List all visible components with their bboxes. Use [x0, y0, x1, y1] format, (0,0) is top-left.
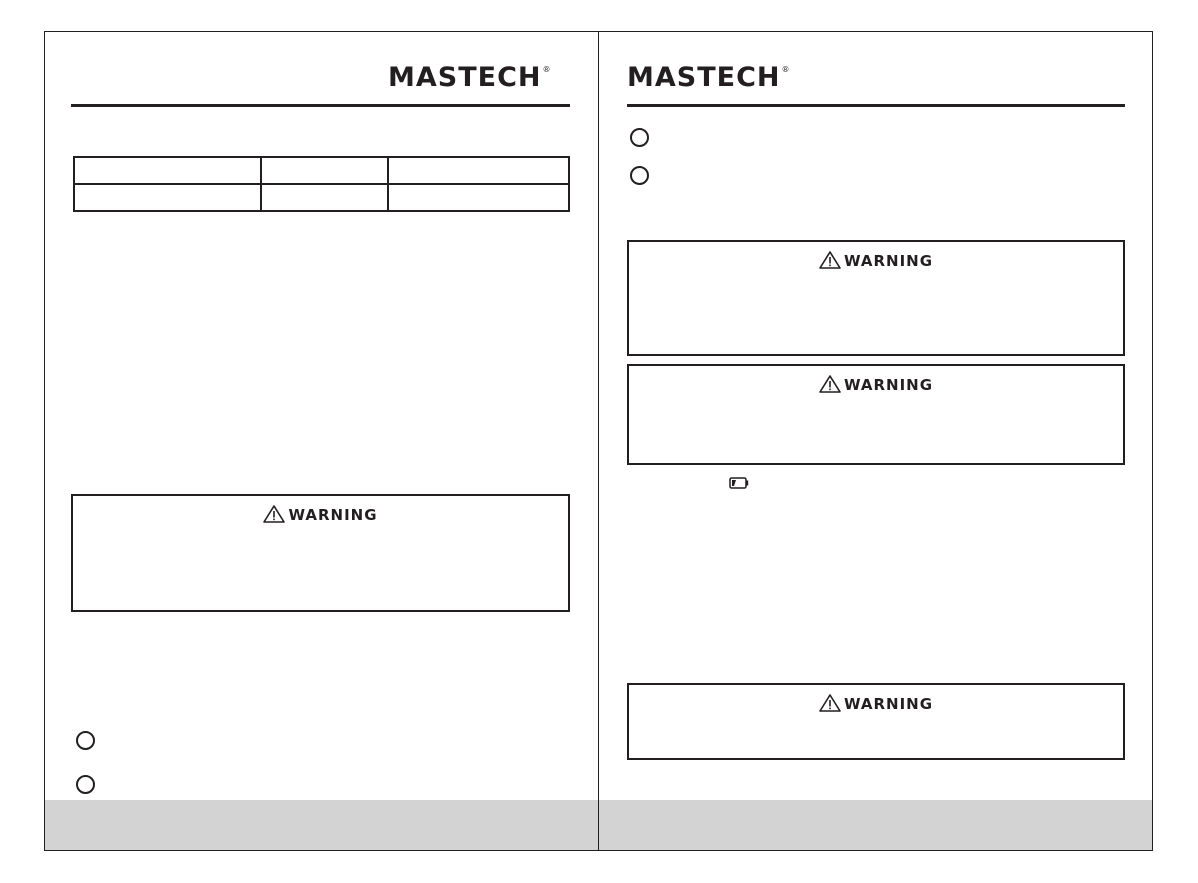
warning-heading	[629, 694, 1123, 712]
low-battery-icon	[729, 477, 749, 489]
left-header-rule	[71, 104, 570, 107]
table-cell	[261, 184, 388, 211]
warning-triangle-icon	[819, 375, 841, 393]
warning-box	[627, 364, 1125, 465]
warning-label: WARNING	[288, 506, 378, 524]
table-cell	[388, 184, 569, 211]
circle-marker	[630, 128, 649, 147]
table-cell	[261, 157, 388, 184]
warning-triangle-icon	[819, 251, 841, 269]
warning-triangle-icon	[263, 505, 285, 523]
warning-heading	[629, 251, 1123, 269]
warning-label: WARNING	[843, 252, 934, 270]
warning-label: WARNING	[843, 376, 934, 394]
warning-label: WARNING	[843, 695, 934, 713]
warning-heading	[629, 375, 1123, 393]
left-footer-band	[45, 800, 598, 850]
left-brand-logo: MASTECH®	[388, 62, 552, 93]
circle-marker	[76, 731, 95, 750]
circle-marker	[630, 166, 649, 185]
table-cell	[388, 157, 569, 184]
page-divider	[598, 31, 599, 851]
warning-box	[71, 494, 570, 612]
spec-table	[73, 156, 570, 212]
right-brand-logo: MASTECH®	[627, 62, 791, 93]
table-row	[74, 157, 569, 184]
table-cell	[74, 157, 261, 184]
warning-box	[627, 683, 1125, 760]
warning-triangle-icon	[819, 694, 841, 712]
right-header-rule	[627, 104, 1125, 107]
table-row	[74, 184, 569, 211]
right-footer-band	[599, 800, 1152, 850]
warning-box	[627, 240, 1125, 356]
table-cell	[74, 184, 261, 211]
warning-heading	[73, 505, 568, 523]
circle-marker	[76, 775, 95, 794]
